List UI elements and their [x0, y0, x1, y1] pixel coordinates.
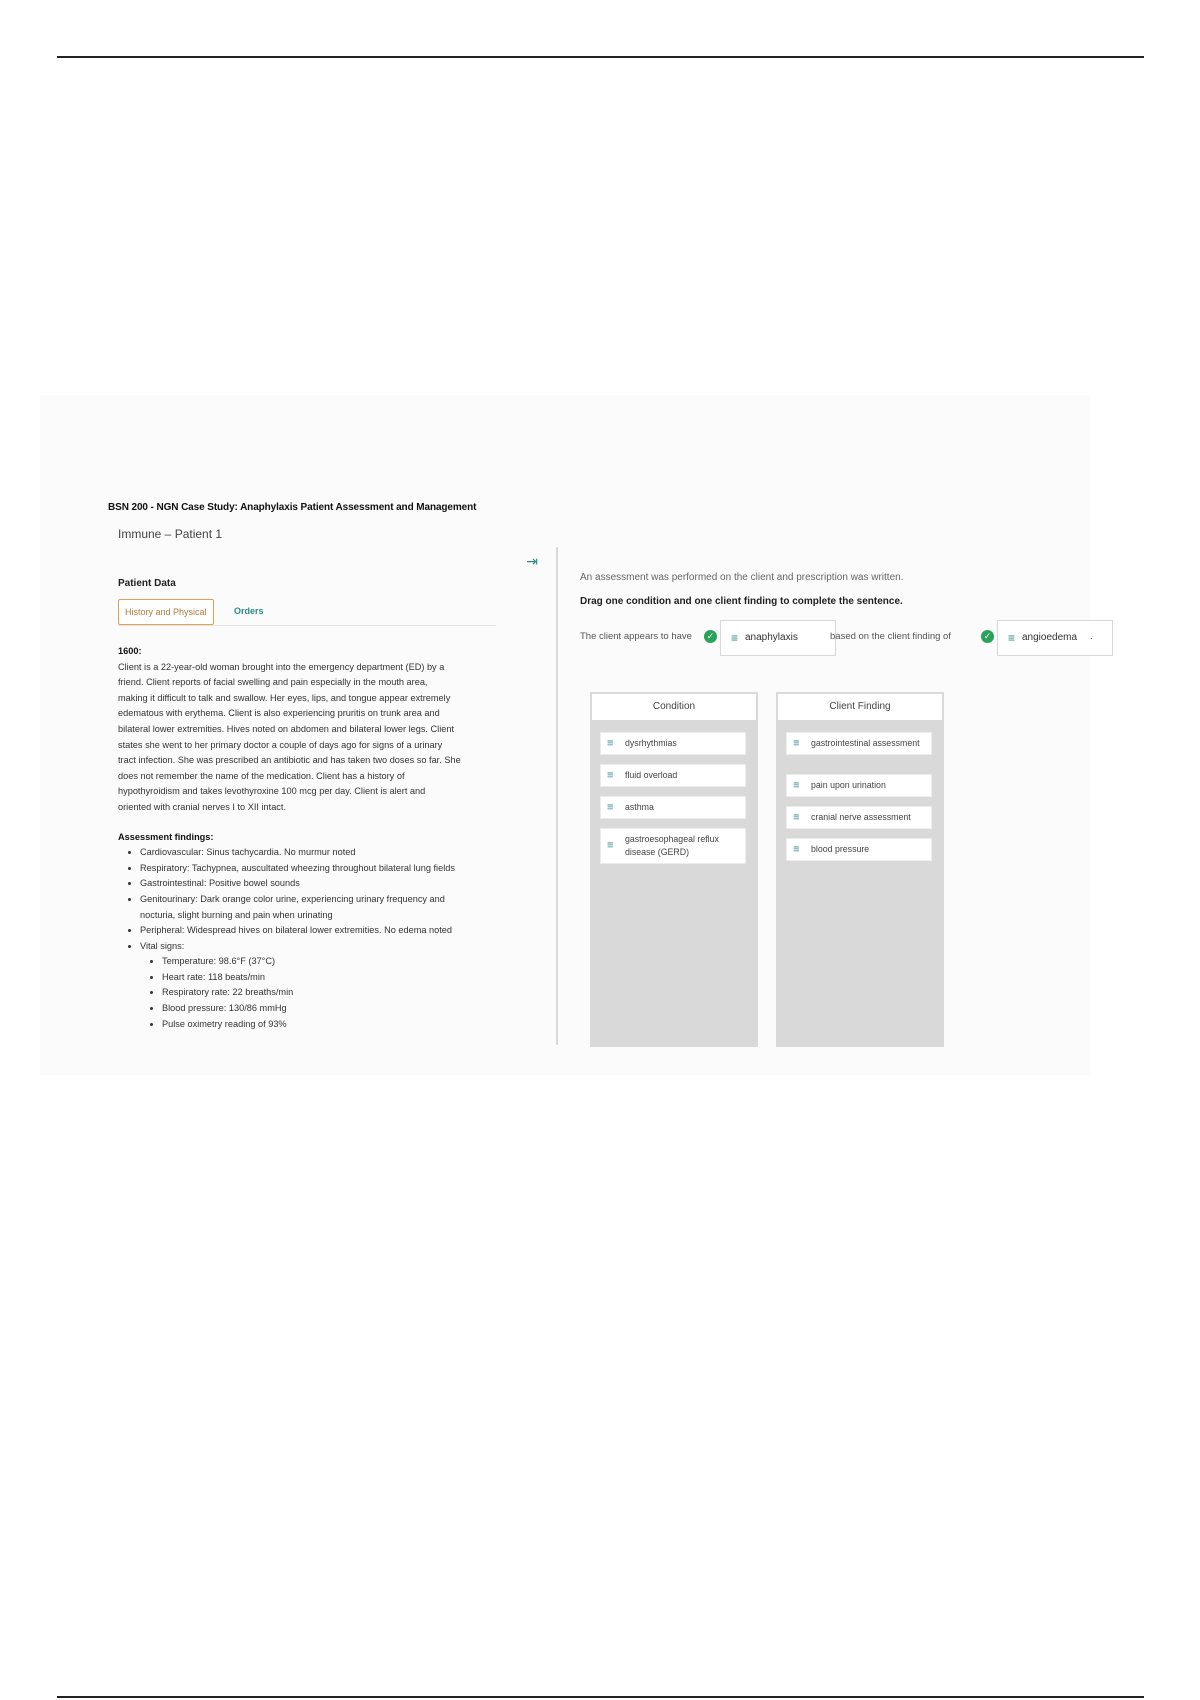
narrative-line: does not remember the name of the medication. Client has a history of	[118, 770, 405, 781]
condition-drop-zone[interactable]	[720, 620, 836, 656]
question-intro: An assessment was performed on the client and prescription was written.	[580, 572, 904, 583]
vital-signs-label: Vital signs:	[140, 940, 185, 951]
vital-item: • Blood pressure: 130/86 mmHg	[162, 1001, 514, 1017]
narrative-line: tract infection. She was prescribed an antibiotic and has taken two doses so far. She	[118, 755, 461, 766]
client-finding-column	[776, 692, 944, 1047]
tab-orders[interactable]: Orders	[234, 606, 264, 616]
finding-item: • Peripheral: Widespread hives on bilateral lower extremities. No edema noted	[140, 923, 514, 939]
tab-history-and-physical[interactable]: History and Physical	[118, 599, 214, 625]
option-label: blood pressure	[811, 844, 870, 854]
narrative-line: friend. Client reports of facial swelling and pain especially in the mouth area,	[118, 677, 428, 688]
option-label: dysrhythmias	[625, 738, 677, 748]
narrative-line: edematous with erythema. Client is also experiencing pruritis on trunk area and	[118, 708, 440, 719]
finding-item: • Cardiovascular: Sinus tachycardia. No murmur noted	[140, 845, 514, 861]
patient-data-label: Patient Data	[118, 578, 176, 589]
collapse-panel-icon[interactable]: ⇥	[526, 553, 538, 569]
sentence-period: .	[1090, 631, 1093, 642]
narrative-line: Client is a 22-year-old woman brought into the emergency department (ED) by a	[118, 661, 445, 672]
drag-handle-icon: ≡	[793, 811, 800, 823]
time-label: 1600:	[118, 646, 142, 656]
condition-column	[590, 692, 758, 1047]
finding-drop-zone[interactable]	[997, 620, 1113, 656]
question-panel	[580, 572, 1100, 1042]
option-label: cranial nerve assessment	[811, 812, 911, 822]
check-circle-icon: ✓	[704, 630, 717, 643]
screenshot-frame	[40, 395, 1093, 1075]
vital-signs-list	[140, 954, 514, 1032]
vital-item: • Heart rate: 118 beats/min	[162, 970, 514, 986]
drag-handle-icon: ≡	[793, 737, 800, 749]
drag-handle-icon: ≡	[607, 839, 614, 852]
drag-handle-icon: ≡	[1008, 631, 1016, 645]
option-label: gastrointestinal assessment	[811, 738, 920, 748]
drag-sentence	[580, 620, 1100, 660]
finding-item-continued: nocturia, slight burning and pain when urinating	[140, 909, 333, 920]
drag-handle-icon: ≡	[793, 779, 800, 791]
drag-handle-icon: ≡	[793, 843, 800, 855]
narrative-line: oriented with cranial nerves I to XII intact.	[118, 801, 287, 812]
narrative-line: making it difficult to talk and swallow. Her eyes, lips, and tongue appear extremely	[118, 692, 451, 703]
patient-data-tabs	[118, 599, 496, 626]
drag-handle-icon: ≡	[607, 737, 614, 749]
page-top-rule	[57, 56, 1144, 58]
assessment-heading: Assessment findings:	[118, 831, 214, 842]
finding-item: • Respiratory: Tachypnea, auscultated wheezing throughout bilateral lung fields	[140, 861, 514, 877]
sentence-part-1: The client appears to have	[580, 631, 692, 642]
condition-option[interactable]	[600, 764, 746, 787]
condition-option[interactable]	[600, 796, 746, 819]
question-instruction: Drag one condition and one client finding to complete the sentence.	[580, 596, 903, 607]
option-label: pain upon urination	[811, 780, 886, 790]
condition-column-header: Condition	[592, 694, 756, 720]
check-circle-icon: ✓	[981, 630, 994, 643]
drag-handle-icon: ≡	[607, 801, 614, 813]
patient-data-panel	[108, 547, 558, 1045]
assessment-findings-list	[118, 845, 514, 1032]
drag-handle-icon: ≡	[607, 769, 614, 781]
finding-item: • Genitourinary: Dark orange color urine, experiencing urinary frequency and	[140, 892, 514, 908]
finding-option[interactable]	[786, 774, 932, 797]
finding-item: • Gastrointestinal: Positive bowel sounds	[140, 876, 514, 892]
narrative-line: states she went to her primary doctor a couple of days ago for signs of a urinary	[118, 739, 443, 750]
case-subtitle: Immune – Patient 1	[118, 527, 223, 541]
finding-item	[140, 939, 514, 1033]
finding-option[interactable]	[786, 838, 932, 861]
finding-answer: angioedema	[1022, 632, 1078, 643]
vital-item: • Temperature: 98.6°F (37°C)	[162, 954, 514, 970]
history-content	[118, 644, 514, 1032]
sentence-part-2: based on the client finding of	[830, 631, 951, 642]
condition-option[interactable]	[600, 732, 746, 755]
narrative-line: hypothyroidism and takes levothyroxine 100 mcg per day. Client is alert and	[118, 786, 426, 797]
narrative	[118, 660, 514, 816]
option-label: fluid overload	[625, 770, 678, 780]
narrative-line: bilateral lower extremities. Hives noted on abdomen and bilateral lower legs. Client	[118, 723, 455, 734]
condition-answer: anaphylaxis	[745, 632, 798, 643]
vital-item: • Respiratory rate: 22 breaths/min	[162, 985, 514, 1001]
drag-handle-icon: ≡	[731, 631, 739, 645]
document-title: BSN 200 - NGN Case Study: Anaphylaxis Patient Assessment and Management	[108, 502, 477, 513]
vital-item: • Pulse oximetry reading of 93%	[162, 1017, 514, 1033]
option-label: asthma	[625, 802, 654, 812]
condition-option[interactable]	[600, 828, 746, 864]
finding-option[interactable]	[786, 732, 932, 755]
page-bottom-rule	[57, 1696, 1144, 1698]
client-finding-column-header: Client Finding	[778, 694, 942, 720]
finding-option[interactable]	[786, 806, 932, 829]
option-label: gastroesophageal reflux disease (GERD)	[625, 834, 719, 857]
